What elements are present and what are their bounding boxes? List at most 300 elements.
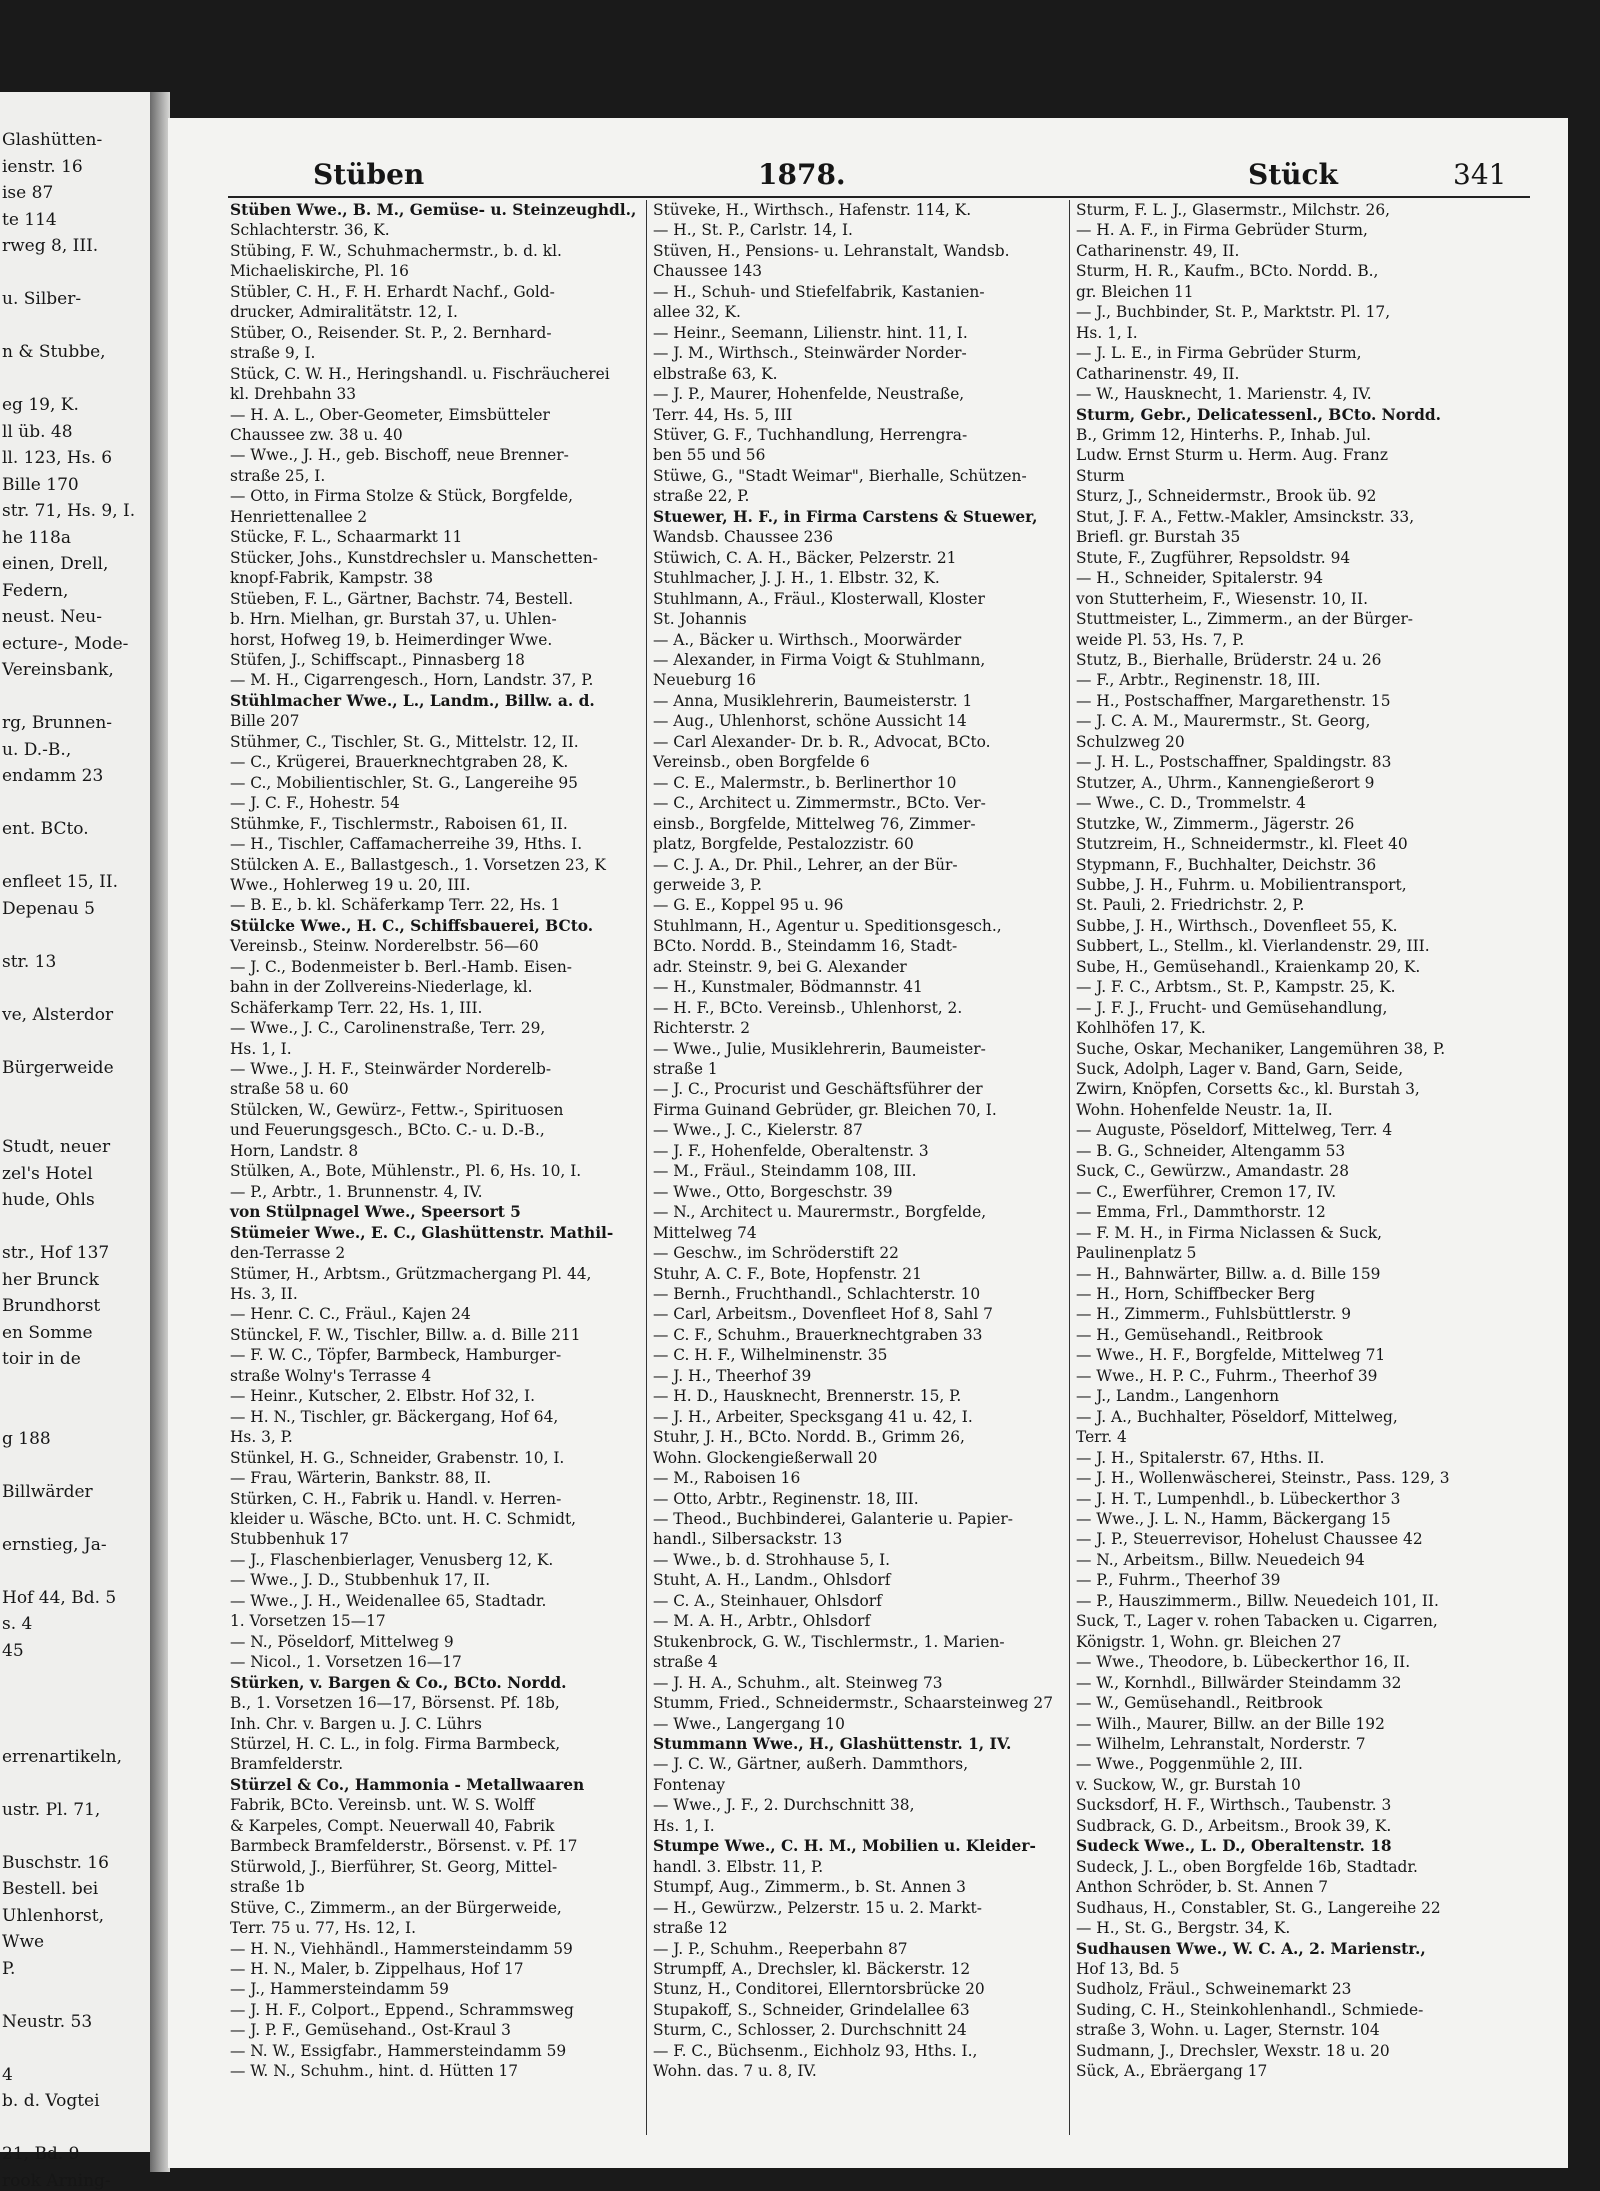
facing-page-text: 21, Bd. 9 <box>2 2144 80 2164</box>
directory-entry-line: Stuhr, A. C. F., Bote, Hopfenstr. 21 <box>653 1264 922 1283</box>
directory-entry-line: Catharinenstr. 49, II. <box>1076 364 1240 383</box>
directory-entry-line: — H. N., Maler, b. Zippelhaus, Hof 17 <box>230 1959 524 1978</box>
directory-entry-line: — Wilh., Maurer, Billw. an der Bille 192 <box>1076 1714 1385 1733</box>
directory-entry-line: weide Pl. 53, Hs. 7, P. <box>1076 630 1245 649</box>
directory-entry-line: — H., Schuh- und Stiefelfabrik, Kastanien- <box>653 282 985 301</box>
facing-page-text: eg 19, K. <box>2 395 79 415</box>
directory-entry-line: Chaussee zw. 38 u. 40 <box>230 425 403 444</box>
directory-entry-line: — H., Kunstmaler, Bödmannstr. 41 <box>653 978 923 997</box>
directory-entry-line: — C. H. F., Wilhelminenstr. 35 <box>653 1346 888 1365</box>
directory-entry-line: Stutzreim, H., Schneidermstr., kl. Fleet 40 <box>1076 835 1408 854</box>
directory-entry-line: Stühlmacher Wwe., L., Landm., Billw. a. d. <box>230 691 595 710</box>
directory-entry-line: Vereinsb., oben Borgfelde 6 <box>653 753 870 772</box>
directory-entry-line: allee 32, K. <box>653 303 741 322</box>
directory-entry-line: Stück, C. W. H., Heringshandl. u. Fischräucherei <box>230 364 610 383</box>
facing-page-text: str. 71, Hs. 9, I. <box>2 501 136 521</box>
facing-page-text: ise 87 <box>2 183 54 203</box>
directory-entry-line: Wohn. das. 7 u. 8, IV. <box>653 2062 817 2081</box>
directory-entry-line: — Auguste, Pöseldorf, Mittelweg, Terr. 4 <box>1076 1121 1393 1140</box>
directory-entry-line: b. Hrn. Mielhan, gr. Burstah 37, u. Uhlen- <box>230 610 557 629</box>
directory-entry-line: Stülcken, W., Gewürz-, Fettw.-, Spirituosen <box>230 1100 564 1119</box>
directory-entry-line: elbstraße 63, K. <box>653 364 778 383</box>
directory-entry-line: straße 9, I. <box>230 344 316 363</box>
directory-entry-line: — H. D., Hausknecht, Brennerstr. 15, P. <box>653 1387 962 1406</box>
directory-entry-line: Stümer, H., Arbtsm., Grützmachergang Pl. 44, <box>230 1264 592 1283</box>
directory-entry-line: Stübing, F. W., Schuhmachermstr., b. d. kl. <box>230 241 562 260</box>
directory-entry-line: — J. C. W., Gärtner, außerh. Dammthors, <box>653 1755 969 1774</box>
facing-page-text: P. <box>2 1958 16 1979</box>
directory-entry-line: & Karpeles, Compt. Neuerwall 40, Fabrik <box>230 1816 555 1835</box>
directory-entry-line: — H., Horn, Schiffbecker Berg <box>1076 1285 1315 1304</box>
directory-entry-line: Stüwe, G., "Stadt Weimar", Bierhalle, Schützen- <box>653 466 1027 485</box>
directory-entry-line: Stuht, A. H., Landm., Ohlsdorf <box>653 1571 891 1590</box>
facing-page-text: ecture-, Mode- <box>2 633 129 654</box>
directory-entry-line: — N., Pöseldorf, Mittelweg 9 <box>230 1632 454 1651</box>
directory-entry-line: — J. P., Maurer, Hohenfelde, Neustraße, <box>653 385 965 404</box>
directory-entry-line: drucker, Admiralitätstr. 12, I. <box>230 303 458 322</box>
directory-entry-line: Wohn. Hohenfelde Neustr. 1a, II. <box>1076 1100 1333 1119</box>
facing-page-text: Buschstr. 16 <box>2 1852 109 1873</box>
directory-entry-line: Stürzel, H. C. L., in folg. Firma Barmbeck, <box>230 1734 561 1753</box>
directory-entry-line: — H. N., Tischler, gr. Bäckergang, Hof 64, <box>230 1407 559 1426</box>
directory-entry-line: — Wwe., H. F., Borgfelde, Mittelweg 71 <box>1076 1346 1386 1365</box>
directory-entry-line: St. Pauli, 2. Friedrichstr. 2, P. <box>1076 896 1305 915</box>
directory-entry-line: — Wwe., J. L. N., Hamm, Bäckergang 15 <box>1076 1510 1391 1528</box>
directory-entry-line: Inh. Chr. v. Bargen u. J. C. Lührs <box>230 1714 482 1733</box>
directory-entry-line: — Wwe., Langergang 10 <box>653 1714 845 1733</box>
directory-entry-line: — P., Arbtr., 1. Brunnenstr. 4, IV. <box>230 1182 483 1201</box>
directory-entry-line: Suche, Oskar, Mechaniker, Langemühren 38, P. <box>1076 1039 1446 1058</box>
directory-entry-line: — Wwe., J. H., geb. Bischoff, neue Brenner- <box>230 446 569 465</box>
directory-entry-line: Stuhlmann, H., Agentur u. Speditionsgesch., <box>653 916 1002 935</box>
directory-entry-line: Stühmer, C., Tischler, St. G., Mittelstr. 12, II. <box>230 732 579 751</box>
facing-page-text: rook Arning- <box>2 2170 111 2191</box>
facing-page-text: errenartikeln, <box>2 1746 123 1767</box>
facing-page-text: Glashütten- <box>2 130 103 150</box>
directory-entry-line: gr. Bleichen 11 <box>1076 282 1194 301</box>
directory-entry-line: — H. A. L., Ober-Geometer, Eimsbütteler <box>230 405 550 424</box>
directory-entry-line: — Henr. C. C., Fräul., Kajen 24 <box>230 1305 471 1324</box>
directory-entry-line: Sturm, F. L. J., Glasermstr., Milchstr. 26, <box>1076 201 1391 219</box>
directory-entry-line: — H., St. P., Carlstr. 14, I. <box>653 221 853 240</box>
entry-column-3 <box>1076 200 1476 2082</box>
facing-page-text: enfleet 15, II. <box>2 872 118 892</box>
directory-entry-line: Stürken, v. Bargen & Co., BCto. Nordd. <box>230 1673 567 1692</box>
directory-entry-line: — Wwe., H. P. C., Fuhrm., Theerhof 39 <box>1076 1366 1378 1385</box>
directory-entry-line: Paulinenplatz 5 <box>1076 1244 1197 1263</box>
directory-entry-line: — C. A., Steinhauer, Ohlsdorf <box>653 1591 882 1610</box>
directory-entry-line: Stüveke, H., Wirthsch., Hafenstr. 114, K. <box>653 201 972 219</box>
directory-entry-line: Suck, Adolph, Lager v. Band, Garn, Seide, <box>1076 1060 1404 1079</box>
directory-entry-line: Stüben Wwe., B. M., Gemüse- u. Steinzeughdl., <box>230 201 637 219</box>
facing-page-text: n & Stubbe, <box>2 342 106 362</box>
directory-entry-line: — Wwe., Poggenmühle 2, III. <box>1076 1755 1303 1774</box>
header-right-keyword: Stück <box>1248 158 1338 191</box>
directory-entry-line: — H. A. F., in Firma Gebrüder Sturm, <box>1076 221 1368 240</box>
facing-page-text: ernstieg, Ja- <box>2 1534 107 1555</box>
directory-entry-line: B., Grimm 12, Hinterhs. P., Inhab. Jul. <box>1076 425 1372 444</box>
facing-page-text: ienstr. 16 <box>2 156 83 177</box>
directory-entry-line: adr. Steinstr. 9, bei G. Alexander <box>653 957 907 976</box>
directory-entry-line: Sudbrack, G. D., Arbeitsm., Brook 39, K. <box>1076 1816 1392 1835</box>
facing-page-text: en Somme <box>2 1322 93 1343</box>
column-divider <box>646 200 647 2135</box>
directory-entry-line: Stücker, Johs., Kunstdrechsler u. Manschetten- <box>230 548 598 567</box>
directory-entry-line: — M. H., Cigarrengesch., Horn, Landstr. 37, P. <box>230 671 594 690</box>
directory-entry-line: — P., Fuhrm., Theerhof 39 <box>1076 1571 1281 1590</box>
directory-entry-line: BCto. Nordd. B., Steindamm 16, Stadt- <box>653 937 958 956</box>
directory-entry-line: — Aug., Uhlenhorst, schöne Aussicht 14 <box>653 712 967 731</box>
entry-column-1 <box>230 200 637 2082</box>
directory-entry-line: — Wwe., J. H., Weidenallee 65, Stadtadr. <box>230 1591 547 1610</box>
directory-entry-line: Sucksdorf, H. F., Wirthsch., Taubenstr. 3 <box>1076 1796 1392 1815</box>
facing-page-text: Uhlenhorst, <box>2 1905 104 1926</box>
directory-entry-line: — W., Hausknecht, 1. Marienstr. 4, IV. <box>1076 385 1372 404</box>
directory-entry-line: — J. P. F., Gemüsehand., Ost-Kraul 3 <box>230 2021 511 2040</box>
directory-entry-line: Anthon Schröder, b. St. Annen 7 <box>1076 1878 1329 1897</box>
directory-entry-line: Terr. 44, Hs. 5, III <box>653 405 793 424</box>
directory-entry-line: straße 1b <box>230 1878 305 1897</box>
directory-entry-line: 1. Vorsetzen 15—17 <box>230 1612 386 1631</box>
facing-page-text: rweg 8, III. <box>2 236 99 256</box>
facing-page-text: neust. Neu- <box>2 607 102 627</box>
directory-entry-line: — J., Landm., Langenhorn <box>1076 1387 1279 1406</box>
directory-entry-line: straße 58 u. 60 <box>230 1080 349 1099</box>
directory-entry-line: — J. C., Bodenmeister b. Berl.-Hamb. Eisen- <box>230 957 572 976</box>
directory-entry-line: Strumpff, A., Drechsler, kl. Bäckerstr. 12 <box>653 1959 971 1978</box>
directory-entry-line: — C., Ewerführer, Cremon 17, IV. <box>1076 1182 1337 1201</box>
directory-entry-line: — J. H., Arbeiter, Specksgang 41 u. 42, I. <box>653 1407 973 1426</box>
directory-entry-line: — J. H., Spitalerstr. 67, Hths. II. <box>1076 1448 1325 1467</box>
directory-entry-line: Subbert, L., Stellm., kl. Vierlandenstr. 29, III. <box>1076 937 1430 956</box>
directory-entry-line: — Wwe., C. D., Trommelstr. 4 <box>1076 794 1306 813</box>
directory-entry-line: — Wwe., J. C., Kielerstr. 87 <box>653 1121 863 1140</box>
directory-entry-line: Ludw. Ernst Sturm u. Herm. Aug. Franz <box>1076 446 1388 465</box>
directory-entry-line: — H., Bahnwärter, Billw. a. d. Bille 159 <box>1076 1264 1381 1283</box>
directory-entry-line: Stubbenhuk 17 <box>230 1530 349 1549</box>
directory-entry-line: — J. F. J., Frucht- und Gemüsehandlung, <box>1076 998 1388 1017</box>
facing-page-text: Neustr. 53 <box>2 2011 93 2032</box>
directory-entry-line: Subbe, J. H., Wirthsch., Dovenfleet 55, K. <box>1076 916 1398 935</box>
directory-entry-line: — J. H. L., Postschaffner, Spaldingstr. 83 <box>1076 753 1392 772</box>
directory-entry-line: Stutzer, A., Uhrm., Kannengießerort 9 <box>1076 773 1375 792</box>
facing-page-text: ll. 123, Hs. 6 <box>2 448 113 468</box>
facing-page-text: b. d. Vogtei <box>2 2091 100 2111</box>
directory-entry-line: Königstr. 1, Wohn. gr. Bleichen 27 <box>1076 1632 1342 1651</box>
facing-page-text: g 188 <box>2 1428 51 1449</box>
directory-entry-line: — H., Tischler, Caffamacherreihe 39, Hths. I. <box>230 835 583 854</box>
directory-entry-line: Bille 207 <box>230 712 300 731</box>
directory-entry-line: Stümeier Wwe., E. C., Glashüttenstr. Mathil- <box>230 1223 614 1242</box>
facing-page-text: ustr. Pl. 71, <box>2 1799 101 1820</box>
directory-entry-line: Firma Guinand Gebrüder, gr. Bleichen 70, I. <box>653 1100 997 1119</box>
directory-entry-line: — Wwe., J. C., Carolinenstraße, Terr. 29, <box>230 1019 546 1038</box>
directory-entry-line: — J. C. A. M., Maurermstr., St. Georg, <box>1076 712 1371 731</box>
directory-entry-line: Stüwich, C. A. H., Bäcker, Pelzerstr. 21 <box>653 548 957 567</box>
facing-page-text: 4 <box>2 2064 13 2085</box>
directory-entry-line: von Stutterheim, F., Wiesenstr. 10, II. <box>1076 589 1368 608</box>
directory-entry-line: horst, Hofweg 19, b. Heimerdinger Wwe. <box>230 630 553 649</box>
directory-entry-line: — N. W., Essigfabr., Hammersteindamm 59 <box>230 2041 567 2060</box>
directory-entry-line: — F., Arbtr., Reginenstr. 18, III. <box>1076 671 1321 690</box>
directory-entry-line: Subbe, J. H., Fuhrm. u. Mobilientransport, <box>1076 875 1407 894</box>
directory-entry-line: — J. M., Wirthsch., Steinwärder Norder- <box>653 344 967 363</box>
directory-entry-line: — C., Mobilientischler, St. G., Langereihe 95 <box>230 773 578 792</box>
directory-entry-line: straße 22, P. <box>653 487 750 506</box>
directory-entry-line: — C. E., Malermstr., b. Berlinerthor 10 <box>653 773 957 792</box>
directory-entry-line: Stukenbrock, G. W., Tischlermstr., 1. Marien- <box>653 1632 1005 1651</box>
directory-entry-line: — Frau, Wärterin, Bankstr. 88, II. <box>230 1469 492 1488</box>
directory-entry-line: — Otto, in Firma Stolze & Stück, Borgfelde, <box>230 487 574 506</box>
directory-entry-line: Schlachterstr. 36, K. <box>230 221 390 240</box>
header-left-keyword: Stüben <box>313 158 425 191</box>
facing-page-text: einen, Drell, <box>2 554 109 574</box>
directory-page <box>168 118 1568 2168</box>
directory-entry-line: straße 3, Wohn. u. Lager, Sternstr. 104 <box>1076 2021 1380 2040</box>
directory-entry-line: Stutz, B., Bierhalle, Brüderstr. 24 u. 26 <box>1076 650 1382 669</box>
facing-page-text: ve, Alsterdor <box>2 1004 114 1025</box>
directory-entry-line: — W., Gemüsehandl., Reitbrook <box>1076 1694 1323 1713</box>
directory-entry-line: — Nicol., 1. Vorsetzen 16—17 <box>230 1653 462 1672</box>
facing-page-text: Bille 170 <box>2 474 79 495</box>
header-year: 1878. <box>758 158 846 191</box>
directory-entry-line: — H., Gemüsehandl., Reitbrook <box>1076 1325 1323 1344</box>
directory-entry-line: gerweide 3, P. <box>653 875 763 894</box>
directory-entry-line: straße 25, I. <box>230 466 326 485</box>
directory-entry-line: Stuewer, H. F., in Firma Carstens & Stuewer, <box>653 507 1038 526</box>
directory-entry-line: Stüver, G. F., Tuchhandlung, Herrengra- <box>653 425 968 444</box>
directory-entry-line: Stüber, O., Reisender. St. P., 2. Bernhard- <box>230 323 552 342</box>
directory-entry-line: — Wwe., Julie, Musiklehrerin, Baumeister- <box>653 1039 986 1058</box>
directory-entry-line: Sube, H., Gemüsehandl., Kraienkamp 20, K. <box>1076 957 1421 976</box>
directory-entry-line: Schulzweg 20 <box>1076 732 1185 751</box>
directory-entry-line: ben 55 und 56 <box>653 446 766 465</box>
facing-page-text: Wwe <box>2 1932 45 1952</box>
directory-entry-line: Catharinenstr. 49, II. <box>1076 241 1240 260</box>
facing-page-text: s. 4 <box>2 1614 33 1634</box>
directory-entry-line: — N., Architect u. Maurermstr., Borgfelde, <box>653 1203 987 1222</box>
directory-entry-line: Stülcke Wwe., H. C., Schiffsbauerei, BCto. <box>230 916 594 935</box>
directory-entry-line: — C., Architect u. Zimmermstr., BCto. Ver- <box>653 794 986 813</box>
directory-entry-line: — J. L. E., in Firma Gebrüder Sturm, <box>1076 344 1362 363</box>
directory-entry-line: Kohlhöfen 17, K. <box>1076 1019 1206 1038</box>
facing-page-text: u. D.-B., <box>2 739 72 760</box>
directory-entry-line: — C. F., Schuhm., Brauerknechtgraben 33 <box>653 1325 983 1344</box>
directory-entry-line: v. Suckow, W., gr. Burstah 10 <box>1076 1775 1301 1794</box>
directory-entry-line: Barmbeck Bramfelderstr., Börsenst. v. Pf. 17 <box>230 1837 578 1856</box>
directory-entry-line: Sück, A., Ebräergang 17 <box>1076 2062 1268 2081</box>
directory-entry-line: Sturm, H. R., Kaufm., BCto. Nordd. B., <box>1076 262 1379 281</box>
directory-entry-line: Stuttmeister, L., Zimmerm., an der Bürger- <box>1076 610 1413 629</box>
directory-entry-line: Stüfen, J., Schiffscapt., Pinnasberg 18 <box>230 650 525 669</box>
directory-entry-line: Hs. 1, I. <box>230 1039 292 1058</box>
directory-entry-line: Suding, C. H., Steinkohlenhandl., Schmiede- <box>1076 2000 1424 2019</box>
directory-entry-line: einsb., Borgfelde, Mittelweg 76, Zimmer- <box>653 814 976 833</box>
facing-page-text: Bürgerweide <box>2 1057 114 1078</box>
directory-entry-line: Stüve, C., Zimmerm., an der Bürgerweide, <box>230 1898 562 1917</box>
directory-entry-line: kl. Drehbahn 33 <box>230 385 357 404</box>
directory-entry-line: — Anna, Musiklehrerin, Baumeisterstr. 1 <box>653 691 973 710</box>
facing-page-fragment <box>0 92 156 2191</box>
directory-entry-line: Sudhausen Wwe., W. C. A., 2. Marienstr., <box>1076 1939 1426 1958</box>
directory-entry-line: Hs. 1, I. <box>653 1816 715 1835</box>
facing-page-text: rg, Brunnen- <box>2 713 113 733</box>
directory-entry-line: — W., Kornhdl., Billwärder Steindamm 32 <box>1076 1673 1402 1692</box>
facing-page-text: Federn, <box>2 580 69 601</box>
directory-entry-line: Vereinsb., Steinw. Norderelbstr. 56—60 <box>230 937 539 956</box>
directory-entry-line: Wwe., Hohlerweg 19 u. 20, III. <box>230 875 471 894</box>
directory-entry-line: und Feuerungsgesch., BCto. C.- u. D.-B., <box>230 1121 545 1140</box>
directory-entry-line: Stute, F., Zugführer, Repsoldstr. 94 <box>1076 548 1351 567</box>
directory-entry-line: — Emma, Frl., Dammthorstr. 12 <box>1076 1203 1326 1222</box>
directory-entry-line: — C., Krügerei, Brauerknechtgraben 28, K. <box>230 753 569 772</box>
directory-entry-line: — Wwe., Otto, Borgeschstr. 39 <box>653 1182 893 1201</box>
directory-entry-line: — N., Arbeitsm., Billw. Neuedeich 94 <box>1076 1550 1365 1569</box>
directory-entry-line: Sudeck, J. L., oben Borgfelde 16b, Stadtadr. <box>1076 1857 1418 1876</box>
directory-entry-line: straße 4 <box>653 1653 718 1672</box>
directory-entry-line: — H., St. G., Bergstr. 34, K. <box>1076 1919 1291 1938</box>
directory-entry-line: — Heinr., Seemann, Lilienstr. hint. 11, I. <box>653 323 968 342</box>
directory-entry-line: Stunz, H., Conditorei, Ellerntorsbrücke 20 <box>653 1980 985 1999</box>
directory-entry-line: — Wilhelm, Lehranstalt, Norderstr. 7 <box>1076 1734 1366 1753</box>
directory-entry-line: — J., Flaschenbierlager, Venusberg 12, K. <box>230 1550 554 1569</box>
facing-page-text: Bestell. bei <box>2 1879 99 1899</box>
directory-entry-line: Stüven, H., Pensions- u. Lehranstalt, Wandsb. <box>653 241 1010 260</box>
directory-entry-line: Sturm, C., Schlosser, 2. Durchschnitt 24 <box>653 2021 967 2040</box>
directory-entry-line: — F. C., Büchsenm., Eichholz 93, Hths. I., <box>653 2041 978 2060</box>
facing-page-text: Brundhorst <box>2 1296 101 1316</box>
directory-entry-line: — C. J. A., Dr. Phil., Lehrer, an der Bür- <box>653 855 958 874</box>
directory-entry-line: Stürken, C. H., Fabrik u. Handl. v. Herren- <box>230 1489 562 1508</box>
directory-entry-line: — Alexander, in Firma Voigt & Stuhlmann, <box>653 650 986 669</box>
directory-entry-line: Sudholz, Fräul., Schweinemarkt 23 <box>1076 1980 1352 1999</box>
directory-entry-line: — Geschw., im Schröderstift 22 <box>653 1244 899 1263</box>
directory-entry-line: knopf-Fabrik, Kampstr. 38 <box>230 569 433 588</box>
directory-entry-line: straße 12 <box>653 1919 728 1938</box>
directory-entry-line: handl. 3. Elbstr. 11, P. <box>653 1857 824 1876</box>
facing-page-text: Vereinsbank, <box>2 660 114 680</box>
directory-entry-line: Stülcken A. E., Ballastgesch., 1. Vorsetzen 23, K <box>230 855 606 874</box>
directory-entry-line: Bramfelderstr. <box>230 1755 344 1774</box>
book-gutter <box>150 92 170 2172</box>
directory-entry-line: Wandsb. Chaussee 236 <box>653 528 834 547</box>
directory-entry-line: Stühmke, F., Tischlermstr., Raboisen 61, II. <box>230 814 568 833</box>
directory-entry-line: Neueburg 16 <box>653 671 757 690</box>
directory-entry-line: — A., Bäcker u. Wirthsch., Moorwärder <box>653 630 962 649</box>
directory-entry-line: Michaeliskirche, Pl. 16 <box>230 262 409 281</box>
directory-entry-line: — Bernh., Fruchthandl., Schlachterstr. 10 <box>653 1285 981 1304</box>
directory-entry-line: den-Terrasse 2 <box>230 1244 346 1263</box>
directory-entry-line: — J. F., Hohenfelde, Oberaltenstr. 3 <box>653 1141 929 1160</box>
directory-entry-line: — J. A., Buchhalter, Pöseldorf, Mittelweg, <box>1076 1407 1398 1426</box>
directory-entry-line: handl., Silbersackstr. 13 <box>653 1530 843 1549</box>
directory-entry-line: — J. H., Theerhof 39 <box>653 1366 812 1385</box>
directory-entry-line: — J. H. T., Lumpenhdl., b. Lübeckerthor 3 <box>1076 1489 1401 1508</box>
directory-entry-line: Sudhaus, H., Constabler, St. G., Langereihe 22 <box>1076 1898 1441 1917</box>
page-number: 341 <box>1453 158 1507 191</box>
directory-entry-line: Richterstr. 2 <box>653 1019 751 1038</box>
directory-entry-line: bahn in der Zollvereins-Niederlage, kl. <box>230 978 533 997</box>
directory-entry-line: Schäferkamp Terr. 22, Hs. 1, III. <box>230 998 483 1017</box>
facing-page-text: str. 13 <box>2 951 57 972</box>
facing-page-text: he 118a <box>2 527 71 548</box>
directory-entry-line: platz, Borgfelde, Pestalozzistr. 60 <box>653 835 914 854</box>
directory-entry-line: — M. A. H., Arbtr., Ohlsdorf <box>653 1612 871 1631</box>
directory-entry-line: — J. H. A., Schuhm., alt. Steinweg 73 <box>653 1673 943 1692</box>
directory-entry-line: Sturm, Gebr., Delicatessenl., BCto. Nordd. <box>1076 405 1441 424</box>
directory-entry-line: — H., Schneider, Spitalerstr. 94 <box>1076 569 1323 588</box>
directory-entry-line: — J. F. C., Arbtsm., St. P., Kampstr. 25, K. <box>1076 978 1396 997</box>
directory-entry-line: Stülken, A., Bote, Mühlenstr., Pl. 6, Hs. 10, I. <box>230 1162 582 1181</box>
directory-entry-line: — B. E., b. kl. Schäferkamp Terr. 22, Hs. 1 <box>230 896 561 915</box>
directory-entry-line: — H., Postschaffner, Margarethenstr. 15 <box>1076 691 1391 710</box>
directory-entry-line: Mittelweg 74 <box>653 1223 757 1242</box>
directory-entry-line: — M., Raboisen 16 <box>653 1469 801 1488</box>
directory-entry-line: Suck, C., Gewürzw., Amandastr. 28 <box>1076 1162 1350 1181</box>
facing-page-text: Depenau 5 <box>2 898 95 919</box>
directory-entry-line: Stypmann, F., Buchhalter, Deichstr. 36 <box>1076 855 1377 874</box>
directory-entry-line: Stuhlmann, A., Fräul., Klosterwall, Kloster <box>653 589 985 608</box>
directory-entry-line: — H., Zimmerm., Fuhlsbüttlerstr. 9 <box>1076 1305 1352 1324</box>
directory-entry-line: Stutzke, W., Zimmerm., Jägerstr. 26 <box>1076 814 1355 833</box>
directory-entry-line: Sturz, J., Schneidermstr., Brook üb. 92 <box>1076 487 1377 506</box>
directory-entry-line: Fabrik, BCto. Vereinsb. unt. W. S. Wolff <box>230 1796 535 1815</box>
directory-entry-line: Terr. 75 u. 77, Hs. 12, I. <box>230 1919 416 1938</box>
facing-page-text: zel's Hotel <box>2 1163 93 1184</box>
directory-entry-line: — J., Hammersteindamm 59 <box>230 1980 449 1999</box>
directory-entry-line: — Carl Alexander- Dr. b. R., Advocat, BCto. <box>653 732 991 751</box>
directory-entry-line: — Otto, Arbtr., Reginenstr. 18, III. <box>653 1489 919 1508</box>
facing-page-text: endamm 23 <box>2 766 104 786</box>
directory-entry-line: Wohn. Glockengießerwall 20 <box>653 1448 878 1467</box>
directory-entry-line: — H., Gewürzw., Pelzerstr. 15 u. 2. Markt- <box>653 1898 982 1917</box>
directory-entry-line: — J. P., Schuhm., Reeperbahn 87 <box>653 1939 908 1958</box>
directory-entry-line: — Wwe., J. H. F., Steinwärder Norderelb- <box>230 1060 552 1079</box>
directory-entry-line: Stupakoff, S., Schneider, Grindelallee 63 <box>653 2000 970 2019</box>
directory-entry-line: Sudmann, J., Drechsler, Wexstr. 18 u. 20 <box>1076 2041 1390 2060</box>
directory-entry-line: straße 1 <box>653 1060 718 1079</box>
directory-entry-line: Stünckel, F. W., Tischler, Billw. a. d. Bille 211 <box>230 1325 581 1344</box>
directory-entry-line: Sudeck Wwe., L. D., Oberaltenstr. 18 <box>1076 1837 1392 1856</box>
directory-entry-line: — H. F., BCto. Vereinsb., Uhlenhorst, 2. <box>653 998 963 1017</box>
directory-entry-line: — M., Fräul., Steindamm 108, III. <box>653 1162 917 1181</box>
directory-entry-line: — J. H. F., Colport., Eppend., Schrammsweg <box>230 2000 574 2019</box>
directory-entry-line: — Theod., Buchbinderei, Galanterie u. Papier- <box>653 1510 1013 1528</box>
directory-entry-line: Suck, T., Lager v. rohen Tabacken u. Cigarren, <box>1076 1612 1438 1631</box>
facing-page-text: hude, Ohls <box>2 1190 95 1210</box>
directory-entry-line: Briefl. gr. Burstah 35 <box>1076 528 1241 547</box>
facing-page-text: Studt, neuer <box>2 1137 111 1157</box>
facing-page-text: ent. BCto. <box>2 819 89 839</box>
directory-entry-line: — Heinr., Kutscher, 2. Elbstr. Hof 32, I. <box>230 1387 535 1406</box>
directory-entry-line: Hs. 3, II. <box>230 1285 298 1304</box>
directory-entry-line: — W. N., Schuhm., hint. d. Hütten 17 <box>230 2062 519 2081</box>
directory-entry-line: Stüeben, F. L., Gärtner, Bachstr. 74, Bestell. <box>230 589 574 608</box>
directory-entry-line: Stübler, C. H., F. H. Erhardt Nachf., Gold- <box>230 282 555 301</box>
facing-page-text: toir in de <box>2 1349 81 1369</box>
directory-entry-line: Horn, Landstr. 8 <box>230 1141 359 1160</box>
directory-entry-line: Stumpe Wwe., C. H. M., Mobilien u. Kleider- <box>653 1837 1036 1856</box>
directory-entry-line: straße Wolny's Terrasse 4 <box>230 1366 432 1385</box>
directory-entry-line: Henriettenallee 2 <box>230 507 368 526</box>
directory-entry-line: Stummann Wwe., H., Glashüttenstr. 1, IV. <box>653 1734 1012 1753</box>
directory-entry-line: Stumm, Fried., Schneidermstr., Schaarsteinweg 27 <box>653 1694 1053 1713</box>
directory-entry-line: Zwirn, Knöpfen, Corsetts &c., kl. Burstah 3, <box>1076 1080 1420 1099</box>
directory-entry-line: — Wwe., J. D., Stubbenhuk 17, II. <box>230 1571 491 1590</box>
directory-entry-line: Stürzel & Co., Hammonia - Metallwaaren <box>230 1775 585 1794</box>
directory-entry-line: — Carl, Arbeitsm., Dovenfleet Hof 8, Sahl 7 <box>653 1305 993 1324</box>
directory-entry-line: Hs. 1, I. <box>1076 323 1138 342</box>
